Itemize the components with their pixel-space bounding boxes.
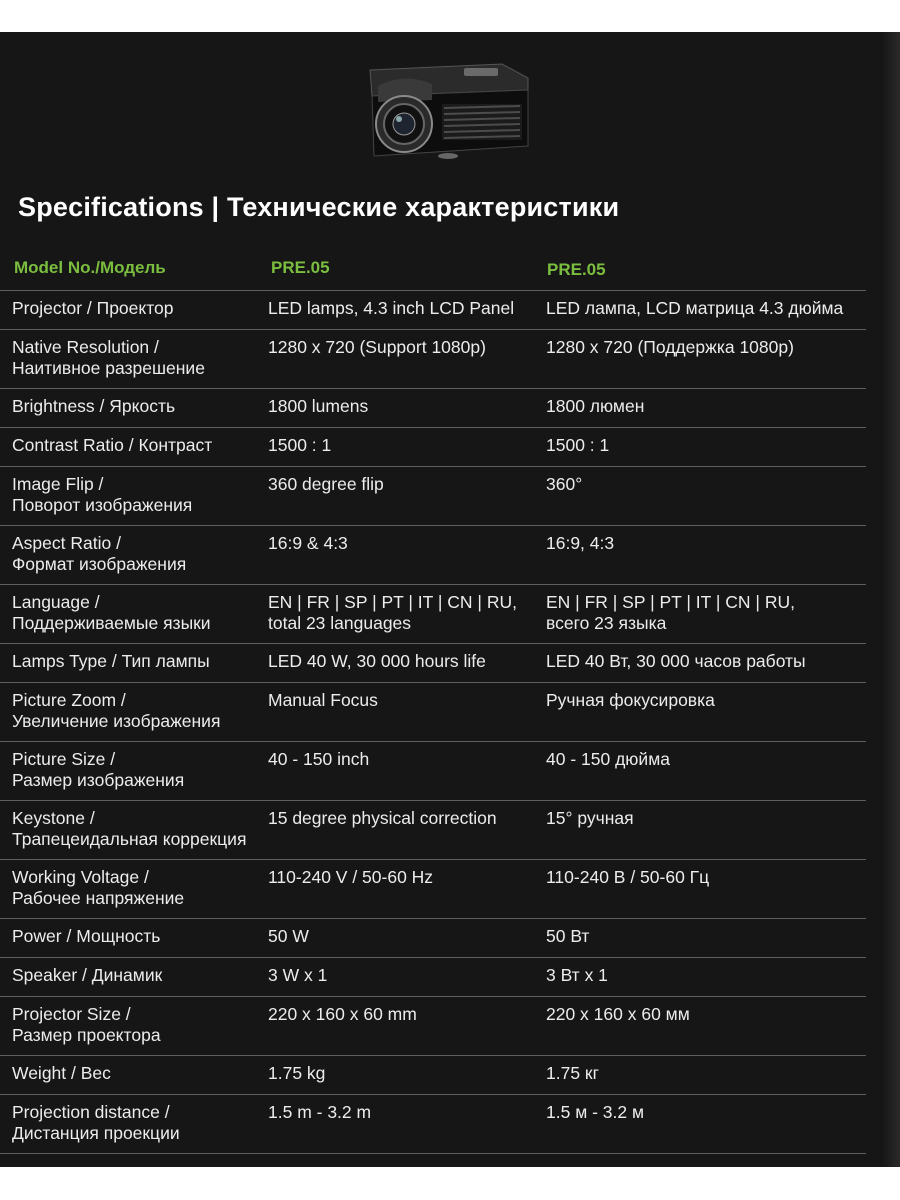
column-header-model-en: PRE.05 (271, 258, 330, 277)
spec-value-ru (546, 867, 709, 888)
spec-value-ru (546, 690, 715, 711)
spec-label-line: Working Voltage / (12, 867, 149, 887)
spec-label (12, 1102, 180, 1144)
spec-label (12, 435, 212, 456)
table-row (0, 643, 866, 682)
spec-value-ru (546, 435, 609, 456)
spec-label-line: Наитивное разрешение (12, 358, 205, 378)
spec-label-line: Weight / Вес (12, 1063, 111, 1083)
table-row (0, 741, 866, 800)
spec-label-line: Размер проектора (12, 1025, 161, 1045)
table-row (0, 584, 866, 643)
spec-value-en-line: 1.75 kg (268, 1063, 326, 1083)
spec-value-ru-line: 110-240 В / 50-60 Гц (546, 867, 710, 887)
spec-label-line: Native Resolution / (12, 337, 159, 357)
spec-value-ru (546, 651, 806, 672)
spec-label (12, 749, 184, 791)
spec-value-ru (546, 808, 634, 829)
table-row (0, 290, 866, 329)
spec-value-en (268, 1004, 417, 1025)
spec-value-en-line: 220 x 160 x 60 mm (268, 1004, 417, 1024)
table-row (0, 427, 866, 466)
spec-value-en-line: 1280 x 720 (Support 1080p) (268, 337, 486, 357)
spec-label-line: Поворот изображения (12, 495, 193, 515)
spec-label (12, 926, 160, 947)
spec-label (12, 1004, 161, 1046)
spec-label-line: Размер изображения (12, 770, 185, 790)
spec-sheet (0, 32, 900, 1167)
spec-value-ru-line: 1800 люмен (546, 396, 645, 416)
spec-value-ru-line: LED лампа, LCD матрица 4.3 дюйма (546, 298, 844, 318)
table-row (0, 329, 866, 388)
spec-value-ru (546, 1102, 644, 1123)
spec-value-ru-line: 1.5 м - 3.2 м (546, 1102, 644, 1122)
spec-value-ru-line: 360° (546, 474, 583, 494)
spec-value-ru (546, 337, 794, 358)
table-row (0, 388, 866, 427)
page-title: Specifications | Технические характеристики (18, 192, 620, 222)
spec-label-line: Увеличение изображения (12, 711, 221, 731)
spec-value-en (268, 651, 486, 672)
table-row (0, 996, 866, 1055)
spec-label-line: Projection distance / (12, 1102, 170, 1122)
spec-value-ru (546, 474, 582, 495)
spec-label (12, 337, 205, 379)
spec-value-ru-line: всего 23 языка (546, 613, 667, 633)
spec-value-en-line: 3 W x 1 (268, 965, 328, 985)
spec-label (12, 867, 184, 909)
table-row (0, 466, 866, 525)
spec-label (12, 690, 220, 732)
spec-label-line: Projector Size / (12, 1004, 131, 1024)
table-row (0, 918, 866, 957)
spec-label-line: Формат изображения (12, 554, 187, 574)
spec-label (12, 592, 211, 634)
spec-label (12, 965, 162, 986)
spec-value-en (268, 1102, 371, 1123)
spec-label-line: Power / Мощность (12, 926, 161, 946)
spec-value-ru-line: 1.75 кг (546, 1063, 599, 1083)
spec-label-line: Трапецеидальная коррекция (12, 829, 247, 849)
spec-label-line: Speaker / Динамик (12, 965, 163, 985)
spec-value-ru (546, 533, 614, 554)
spec-value-ru-line: 50 Вт (546, 926, 590, 946)
spec-value-en (268, 926, 309, 947)
spec-value-en (268, 749, 369, 770)
spec-value-ru-line: LED 40 Вт, 30 000 часов работы (546, 651, 806, 671)
projector-icon (352, 56, 534, 160)
spec-value-ru (546, 965, 608, 986)
spec-value-en (268, 965, 327, 986)
spec-value-en (268, 298, 514, 319)
spec-value-ru-line: 40 - 150 дюйма (546, 749, 670, 769)
spec-value-ru-line: 1500 : 1 (546, 435, 610, 455)
spec-value-en-line: 15 degree physical correction (268, 808, 497, 828)
column-header-model-ru: PRE.05 (547, 260, 606, 279)
spec-value-en-line: LED lamps, 4.3 inch LCD Panel (268, 298, 515, 318)
table-header (14, 258, 874, 282)
spec-value-en-line: 40 - 150 inch (268, 749, 370, 769)
spec-value-en (268, 396, 368, 417)
spec-label-line: Image Flip / (12, 474, 104, 494)
spec-value-en-line: EN | FR | SP | PT | IT | CN | RU, (268, 592, 517, 612)
spec-value-ru (546, 1063, 599, 1084)
spec-value-en-line: 110-240 V / 50-60 Hz (268, 867, 434, 887)
spec-value-en (268, 867, 433, 888)
spec-label (12, 298, 174, 319)
spec-value-ru-line: 220 x 160 x 60 мм (546, 1004, 690, 1024)
spec-value-en-line: 1.5 m - 3.2 m (268, 1102, 372, 1122)
spec-value-en-line: 16:9 & 4:3 (268, 533, 348, 553)
spec-value-ru (546, 396, 644, 417)
spec-value-ru-line: 1280 x 720 (Поддержка 1080p) (546, 337, 794, 357)
spec-table (0, 290, 866, 1154)
spec-label-line: Contrast Ratio / Контраст (12, 435, 213, 455)
table-row (0, 682, 866, 741)
spec-label-line: Aspect Ratio / (12, 533, 121, 553)
spec-label-line: Дистанция проекции (12, 1123, 180, 1143)
spec-label-line: Рабочее напряжение (12, 888, 185, 908)
column-header-label: Model No./Модель (14, 258, 166, 277)
spec-value-en-line: total 23 languages (268, 613, 412, 633)
table-row (0, 1055, 866, 1094)
spec-label (12, 808, 246, 850)
table-row (0, 1094, 866, 1154)
spec-value-ru (546, 298, 843, 319)
spec-label-line: Projector / Проектор (12, 298, 174, 318)
spec-value-ru (546, 926, 589, 947)
spec-value-en-line: 1500 : 1 (268, 435, 332, 455)
spec-value-ru-line: Ручная фокусировка (546, 690, 715, 710)
spec-value-en-line: Manual Focus (268, 690, 378, 710)
spec-value-ru (546, 592, 795, 634)
spec-value-en-line: 50 W (268, 926, 309, 946)
spec-value-ru-line: 15° ручная (546, 808, 634, 828)
spec-label-line: Picture Zoom / (12, 690, 126, 710)
spec-label (12, 474, 192, 516)
spec-label-line: Keystone / (12, 808, 95, 828)
spec-label (12, 1063, 111, 1084)
box-edge (882, 32, 900, 1167)
spec-value-en (268, 1063, 325, 1084)
table-row (0, 525, 866, 584)
spec-label-line: Lamps Type / Тип лампы (12, 651, 210, 671)
spec-value-ru-line: 3 Вт x 1 (546, 965, 608, 985)
spec-value-ru-line: EN | FR | SP | PT | IT | CN | RU, (546, 592, 795, 612)
spec-value-en (268, 690, 378, 711)
spec-value-en (268, 474, 384, 495)
spec-label (12, 651, 210, 672)
table-row (0, 957, 866, 996)
spec-value-ru (546, 1004, 690, 1025)
spec-value-en (268, 337, 486, 358)
spec-value-en (268, 435, 331, 456)
spec-value-en (268, 533, 348, 554)
spec-label-line: Picture Size / (12, 749, 116, 769)
spec-label-line: Language / (12, 592, 100, 612)
spec-value-ru-line: 16:9, 4:3 (546, 533, 615, 553)
table-row (0, 859, 866, 918)
spec-label-line: Brightness / Яркость (12, 396, 176, 416)
spec-value-en-line: LED 40 W, 30 000 hours life (268, 651, 486, 671)
spec-label-line: Поддерживаемые языки (12, 613, 211, 633)
spec-value-en-line: 360 degree flip (268, 474, 384, 494)
spec-value-en-line: 1800 lumens (268, 396, 369, 416)
spec-value-ru (546, 749, 670, 770)
table-row (0, 800, 866, 859)
spec-label (12, 533, 186, 575)
spec-value-en (268, 592, 517, 634)
spec-value-en (268, 808, 497, 829)
spec-label (12, 396, 175, 417)
